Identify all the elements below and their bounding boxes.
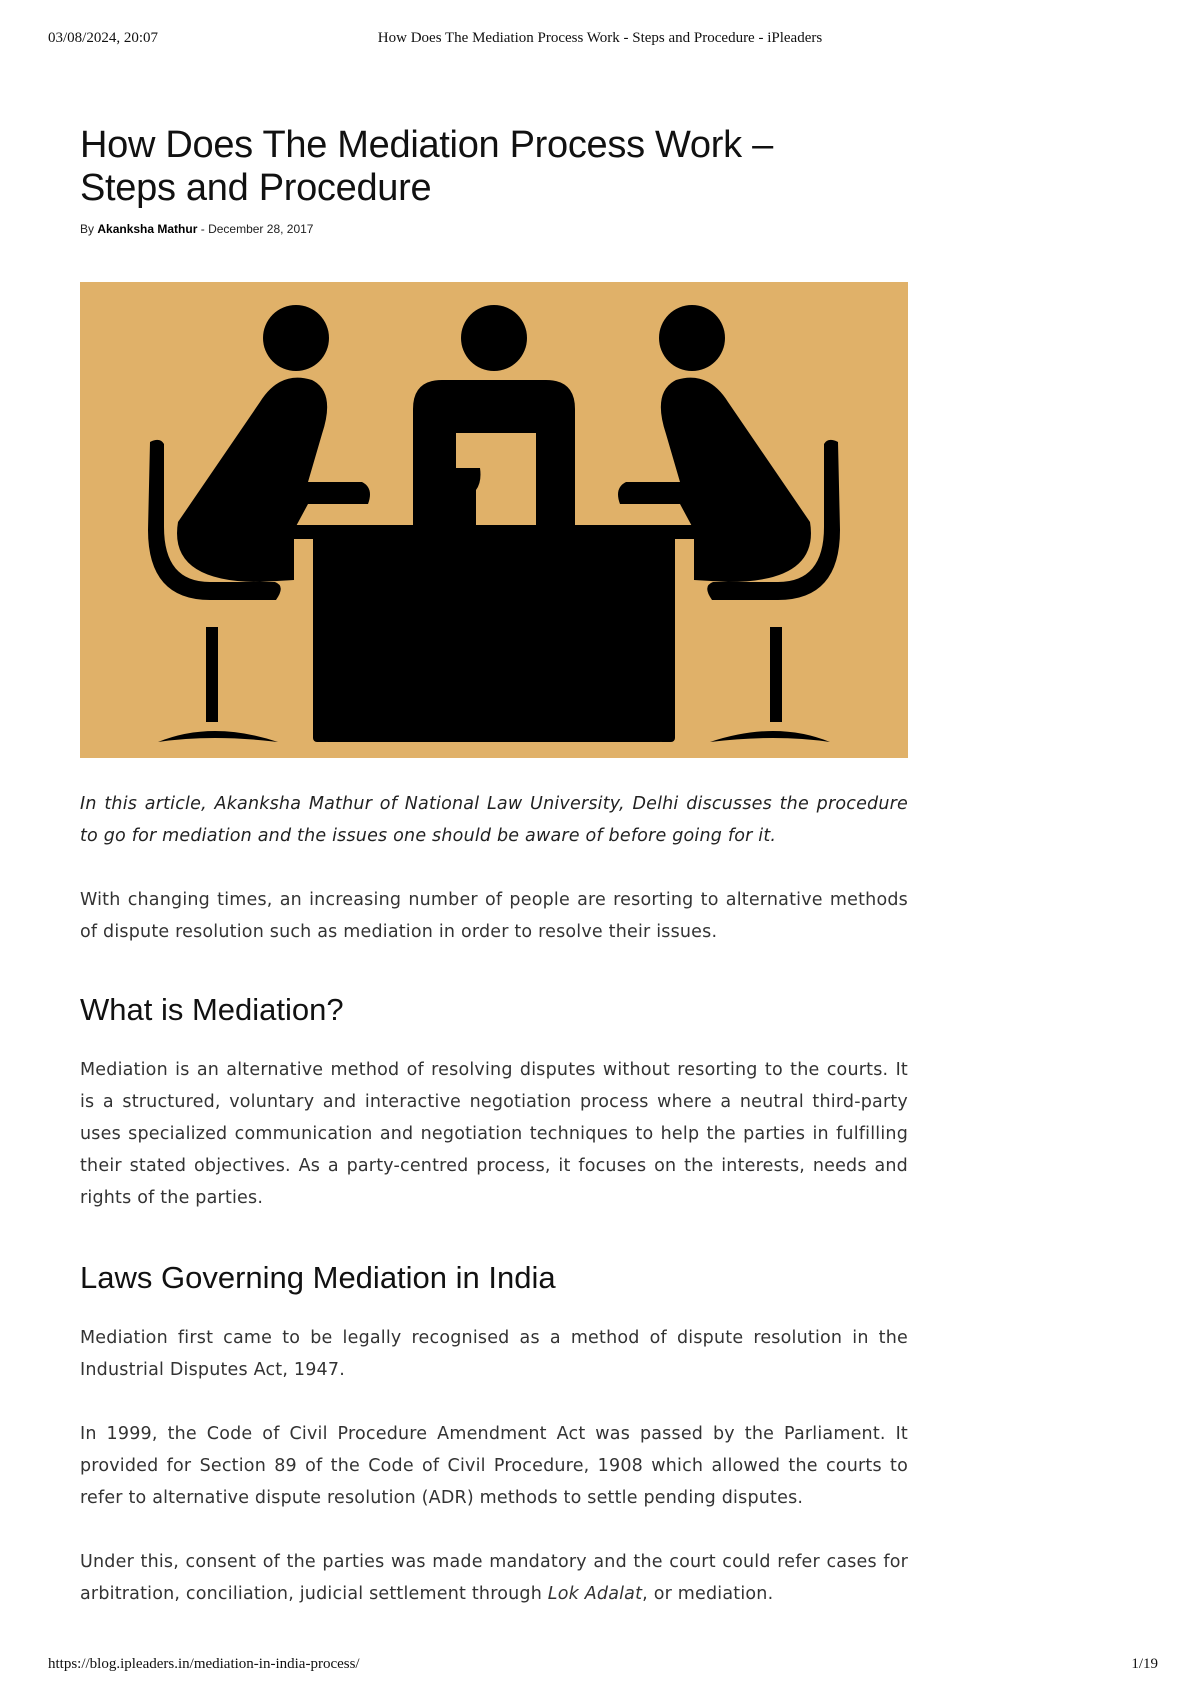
hero-image	[80, 282, 908, 758]
paragraph-cpc-amendment: In 1999, the Code of Civil Procedure Amendment Act was passed by the Parliament. It provided for Section 89 of the Code of Civil Procedure, 1908 which allowed the courts to refer to alternative dispute resolution (ADR) methods to settle pending disputes.	[80, 1424, 908, 1508]
right-person-head	[659, 305, 725, 371]
byline	[80, 222, 908, 238]
author-link[interactable]: Akanksha Mathur	[97, 222, 198, 236]
left-chair-post	[206, 627, 218, 722]
byline-prefix: By	[80, 222, 95, 236]
article	[80, 124, 908, 1610]
table-front	[324, 535, 664, 742]
consent-text-end: , or mediation.	[642, 1584, 774, 1604]
table-right-leg	[658, 535, 675, 742]
publish-date: December 28, 2017	[208, 222, 314, 236]
heading-what-is-mediation: What is Mediation?	[80, 992, 344, 1027]
paragraph-changing-times: With changing times, an increasing number of people are resorting to alternative methods of dispute resolution such as mediation in order to resolve their issues.	[80, 890, 908, 942]
mediation-meeting-icon	[80, 282, 908, 758]
heading-laws-governing: Laws Governing Mediation in India	[80, 1260, 556, 1295]
print-header	[0, 30, 1200, 52]
print-url: https://blog.ipleaders.in/mediation-in-india-process/	[48, 1656, 360, 1672]
right-chair-base	[710, 731, 830, 742]
center-person-body	[413, 380, 575, 530]
paragraph-what-is-mediation: Mediation is an alternative method of resolving disputes without resorting to the courts. It is a structured, voluntary and interactive negotiation process where a neutral third-party uses specialized communication and negotiation techniques to help the parties in fulfilling their stated objectives. As a party-centred process, it focuses on the interests, needs and rights of the parties.	[80, 1060, 908, 1208]
center-person-head	[461, 305, 527, 371]
left-person-head	[263, 305, 329, 371]
paragraph-consent	[80, 1546, 908, 1610]
print-datetime: 03/08/2024, 20:07	[48, 30, 159, 46]
print-footer	[0, 1656, 1200, 1678]
byline-separator: -	[200, 222, 205, 236]
article-title: How Does The Mediation Process Work – Steps and Procedure	[80, 124, 773, 209]
right-chair-post	[770, 627, 782, 722]
table-left-leg	[313, 535, 330, 742]
consent-text-start: Under this, consent of the parties was made mandatory and the court could refer cases for arbitration, conciliation, judicial settlement through	[80, 1552, 908, 1604]
print-page-number: 1/19	[1131, 1656, 1158, 1672]
print-page-title: How Does The Mediation Process Work - Steps and Procedure - iPleaders	[377, 30, 823, 46]
left-chair-base	[158, 731, 278, 742]
paragraph-industrial-disputes: Mediation first came to be legally recognised as a method of dispute resolution in the Industrial Disputes Act, 1947.	[80, 1328, 908, 1380]
lok-adalat-term: Lok Adalat	[547, 1584, 643, 1604]
intro-paragraph: In this article, Akanksha Mathur of National Law University, Delhi discusses the procedure to go for mediation and the issues one should be aware of before going for it.	[80, 794, 908, 846]
